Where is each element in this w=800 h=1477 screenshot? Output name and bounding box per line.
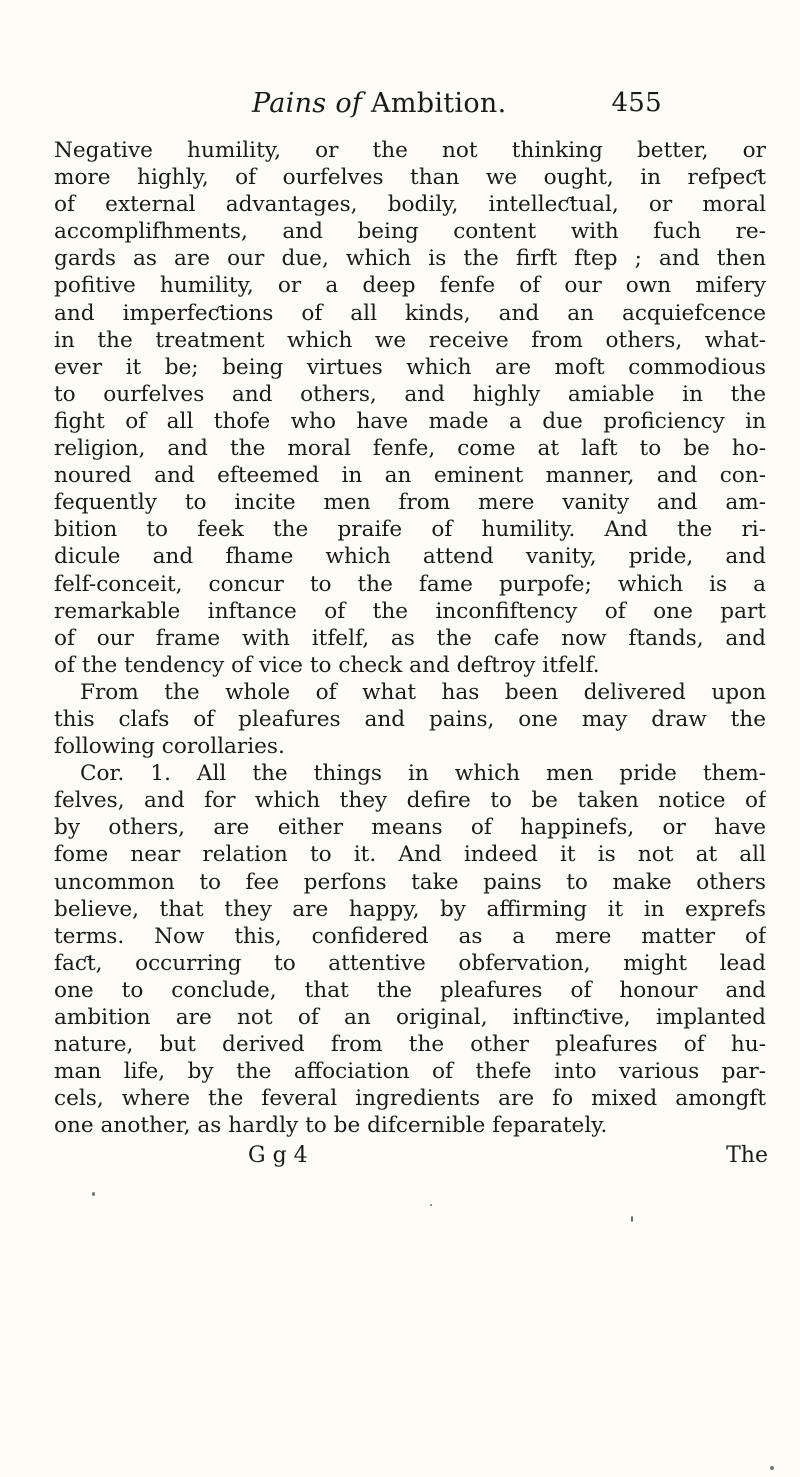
text-line: in the treatment which we receive from others, what-	[54, 327, 766, 353]
paper-speck	[631, 1216, 633, 1222]
signature-mark: G g 4	[248, 1143, 308, 1168]
text-line: of our frame with itfelf, as the cafe now ftands, and	[54, 625, 766, 651]
text-line: pofitive humility, or a deep fenfe of our own mifery	[54, 273, 766, 299]
text-line: From the whole of what has been delivered upon	[80, 679, 766, 705]
text-line: nature, but derived from the other pleafures of hu-	[54, 1032, 766, 1058]
page-number: 455	[611, 88, 662, 118]
text-line: dicule and fhame which attend vanity, pride, and	[54, 544, 766, 570]
text-line: man life, by the affociation of thefe into various par-	[54, 1059, 766, 1085]
text-line: Negative humility, or the not thinking better, or	[54, 138, 766, 163]
text-line: Cor. 1. All the things in which men pride them-	[80, 761, 766, 787]
text-line: felf-conceit, concur to the fame purpofe; which is a	[54, 571, 766, 597]
text-line: one to conclude, that the pleafures of honour and	[54, 977, 766, 1003]
paper-speck	[430, 1204, 432, 1206]
running-head-title: Pains of Ambition.	[252, 88, 507, 119]
text-line: noured and efteemed in an eminent manner, and con-	[54, 463, 766, 489]
text-line: and imperfeƈtions of all kinds, and an acquiefcence	[54, 300, 766, 326]
body-text	[54, 137, 766, 1139]
text-line: of the tendency of vice to check and deftroy itfelf.	[54, 652, 600, 678]
text-line: ever it be; being virtues which are moft commodious	[54, 354, 766, 380]
text-line: one another, as hardly to be difcernible feparately.	[54, 1113, 608, 1139]
text-line: bition to feek the praife of humility. And the ri-	[54, 517, 766, 543]
text-line: by others, are either means of happinefs, or have	[54, 815, 766, 841]
text-line: gards as are our due, which is the firft ftep ; and then	[54, 246, 766, 272]
text-line: cels, where the feveral ingredients are fo mixed amongft	[54, 1086, 766, 1112]
text-line: believe, that they are happy, by affirming it in exprefs	[54, 896, 766, 922]
text-line: faƈt, occurring to attentive obfervation, might lead	[54, 950, 766, 976]
page-footer	[248, 1143, 768, 1175]
text-line: fequently to incite men from mere vanity and am-	[54, 490, 766, 516]
text-line: terms. Now this, confidered as a mere matter of	[54, 923, 766, 949]
text-line: this clafs of pleafures and pains, one may draw the	[54, 706, 766, 732]
text-line: accomplifhments, and being content with fuch re-	[54, 219, 766, 245]
text-line: ambition are not of an original, inftinƈtive, implanted	[54, 1005, 766, 1030]
text-line: fome near relation to it. And indeed it is not at all	[54, 842, 766, 868]
text-line: to ourfelves and others, and highly amiable in the	[54, 381, 766, 407]
text-line: of external advantages, bodily, intelleƈtual, or moral	[54, 192, 766, 218]
text-line: remarkable inftance of the inconfiftency of one part	[54, 598, 766, 624]
text-line: following corollaries.	[54, 734, 285, 760]
text-line: religion, and the moral fenfe, come at laft to be ho-	[54, 436, 766, 462]
text-line: uncommon to fee perfons take pains to make others	[54, 869, 766, 895]
text-line: fight of all thofe who have made a due proficiency in	[54, 408, 766, 434]
text-line: felves, and for which they defire to be taken notice of	[54, 788, 766, 814]
text-line: more highly, of ourfelves than we ought, in refpeƈt	[54, 165, 766, 191]
paper-speck	[92, 1192, 95, 1196]
running-head	[252, 88, 662, 128]
catchword: The	[726, 1143, 768, 1168]
paper-speck	[770, 1466, 774, 1470]
